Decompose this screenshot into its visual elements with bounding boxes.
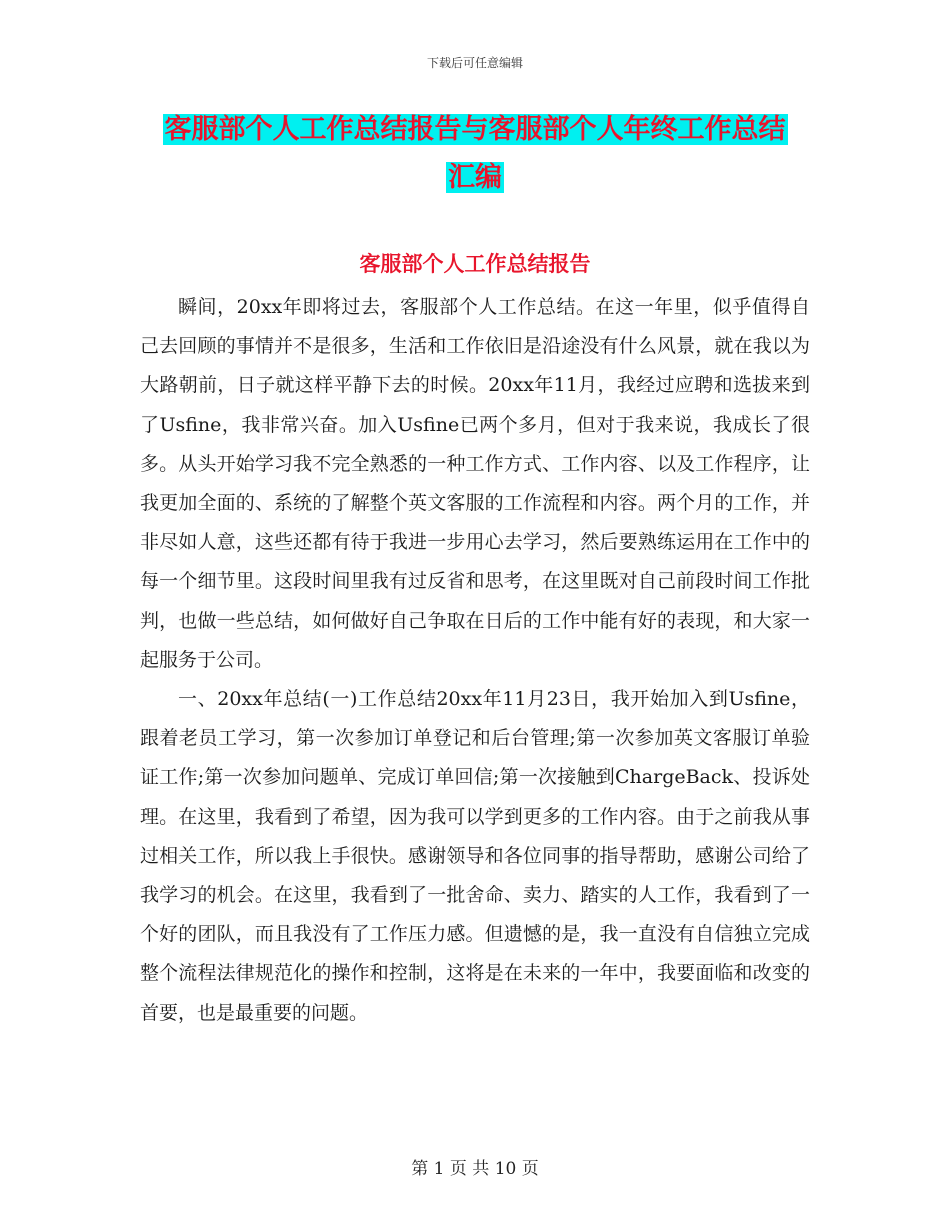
document-title-line1: 客服部个人工作总结报告与客服部个人年终工作总结 [164, 114, 786, 145]
page-header-note: 下载后可任意编辑 [426, 56, 523, 70]
body-text [140, 288, 810, 1033]
document-title [140, 106, 810, 202]
page-number: 第 1 页 共 10 页 [411, 1159, 539, 1179]
document-title-line2: 汇编 [448, 162, 502, 193]
paragraph: 一、20xx年总结(一)工作总结20xx年11月23日，我开始加入到Usfine，跟着老员工学习，第一次参加订单登记和后台管理;第一次参加英文客服订单验证工作;第一次参加问题单、完成订单回信;第一次接触到ChargeBack、投诉处理。在这里，我看到了希望，因为我可以学到更多的工作内容。由于之前我从事过相关工作，所以我上手很快。感谢领导和各位同事的指导帮助，感谢公司给了我学习的机会。在这里，我看到了一批舍命、卖力、踏实的人工作，我看到了一个好的团队，而且我没有了工作压力感。但遗憾的是，我一直没有自信独立完成整个流程法律规范化的操作和控制，这将是在未来的一年中，我要面临和改变的首要，也是最重要的问题。 [140, 688, 810, 1024]
paragraph: 瞬间，20xx年即将过去，客服部个人工作总结。在这一年里，似乎值得自己去回顾的事情并不是很多，生活和工作依旧是沿途没有什么风景，就在我以为大路朝前，日子就这样平静下去的时候。20xx年11月，我经过应聘和选拔来到了Usfine，我非常兴奋。加入Usfine已两个多月，但对于我来说，我成长了很多。从头开始学习我不完全熟悉的一种工作方式、工作内容、以及工作程序，让我更加全面的、系统的了解整个英文客服的工作流程和内容。两个月的工作，并非尽如人意，这些还都有待于我进一步用心去学习，然后要熟练运用在工作中的每一个细节里。这段时间里我有过反省和思考，在这里既对自己前段时间工作批判，也做一些总结，如何做好自己争取在日后的工作中能有好的表现，和大家一起服务于公司。 [140, 296, 810, 671]
section-heading: 客服部个人工作总结报告 [359, 252, 591, 276]
